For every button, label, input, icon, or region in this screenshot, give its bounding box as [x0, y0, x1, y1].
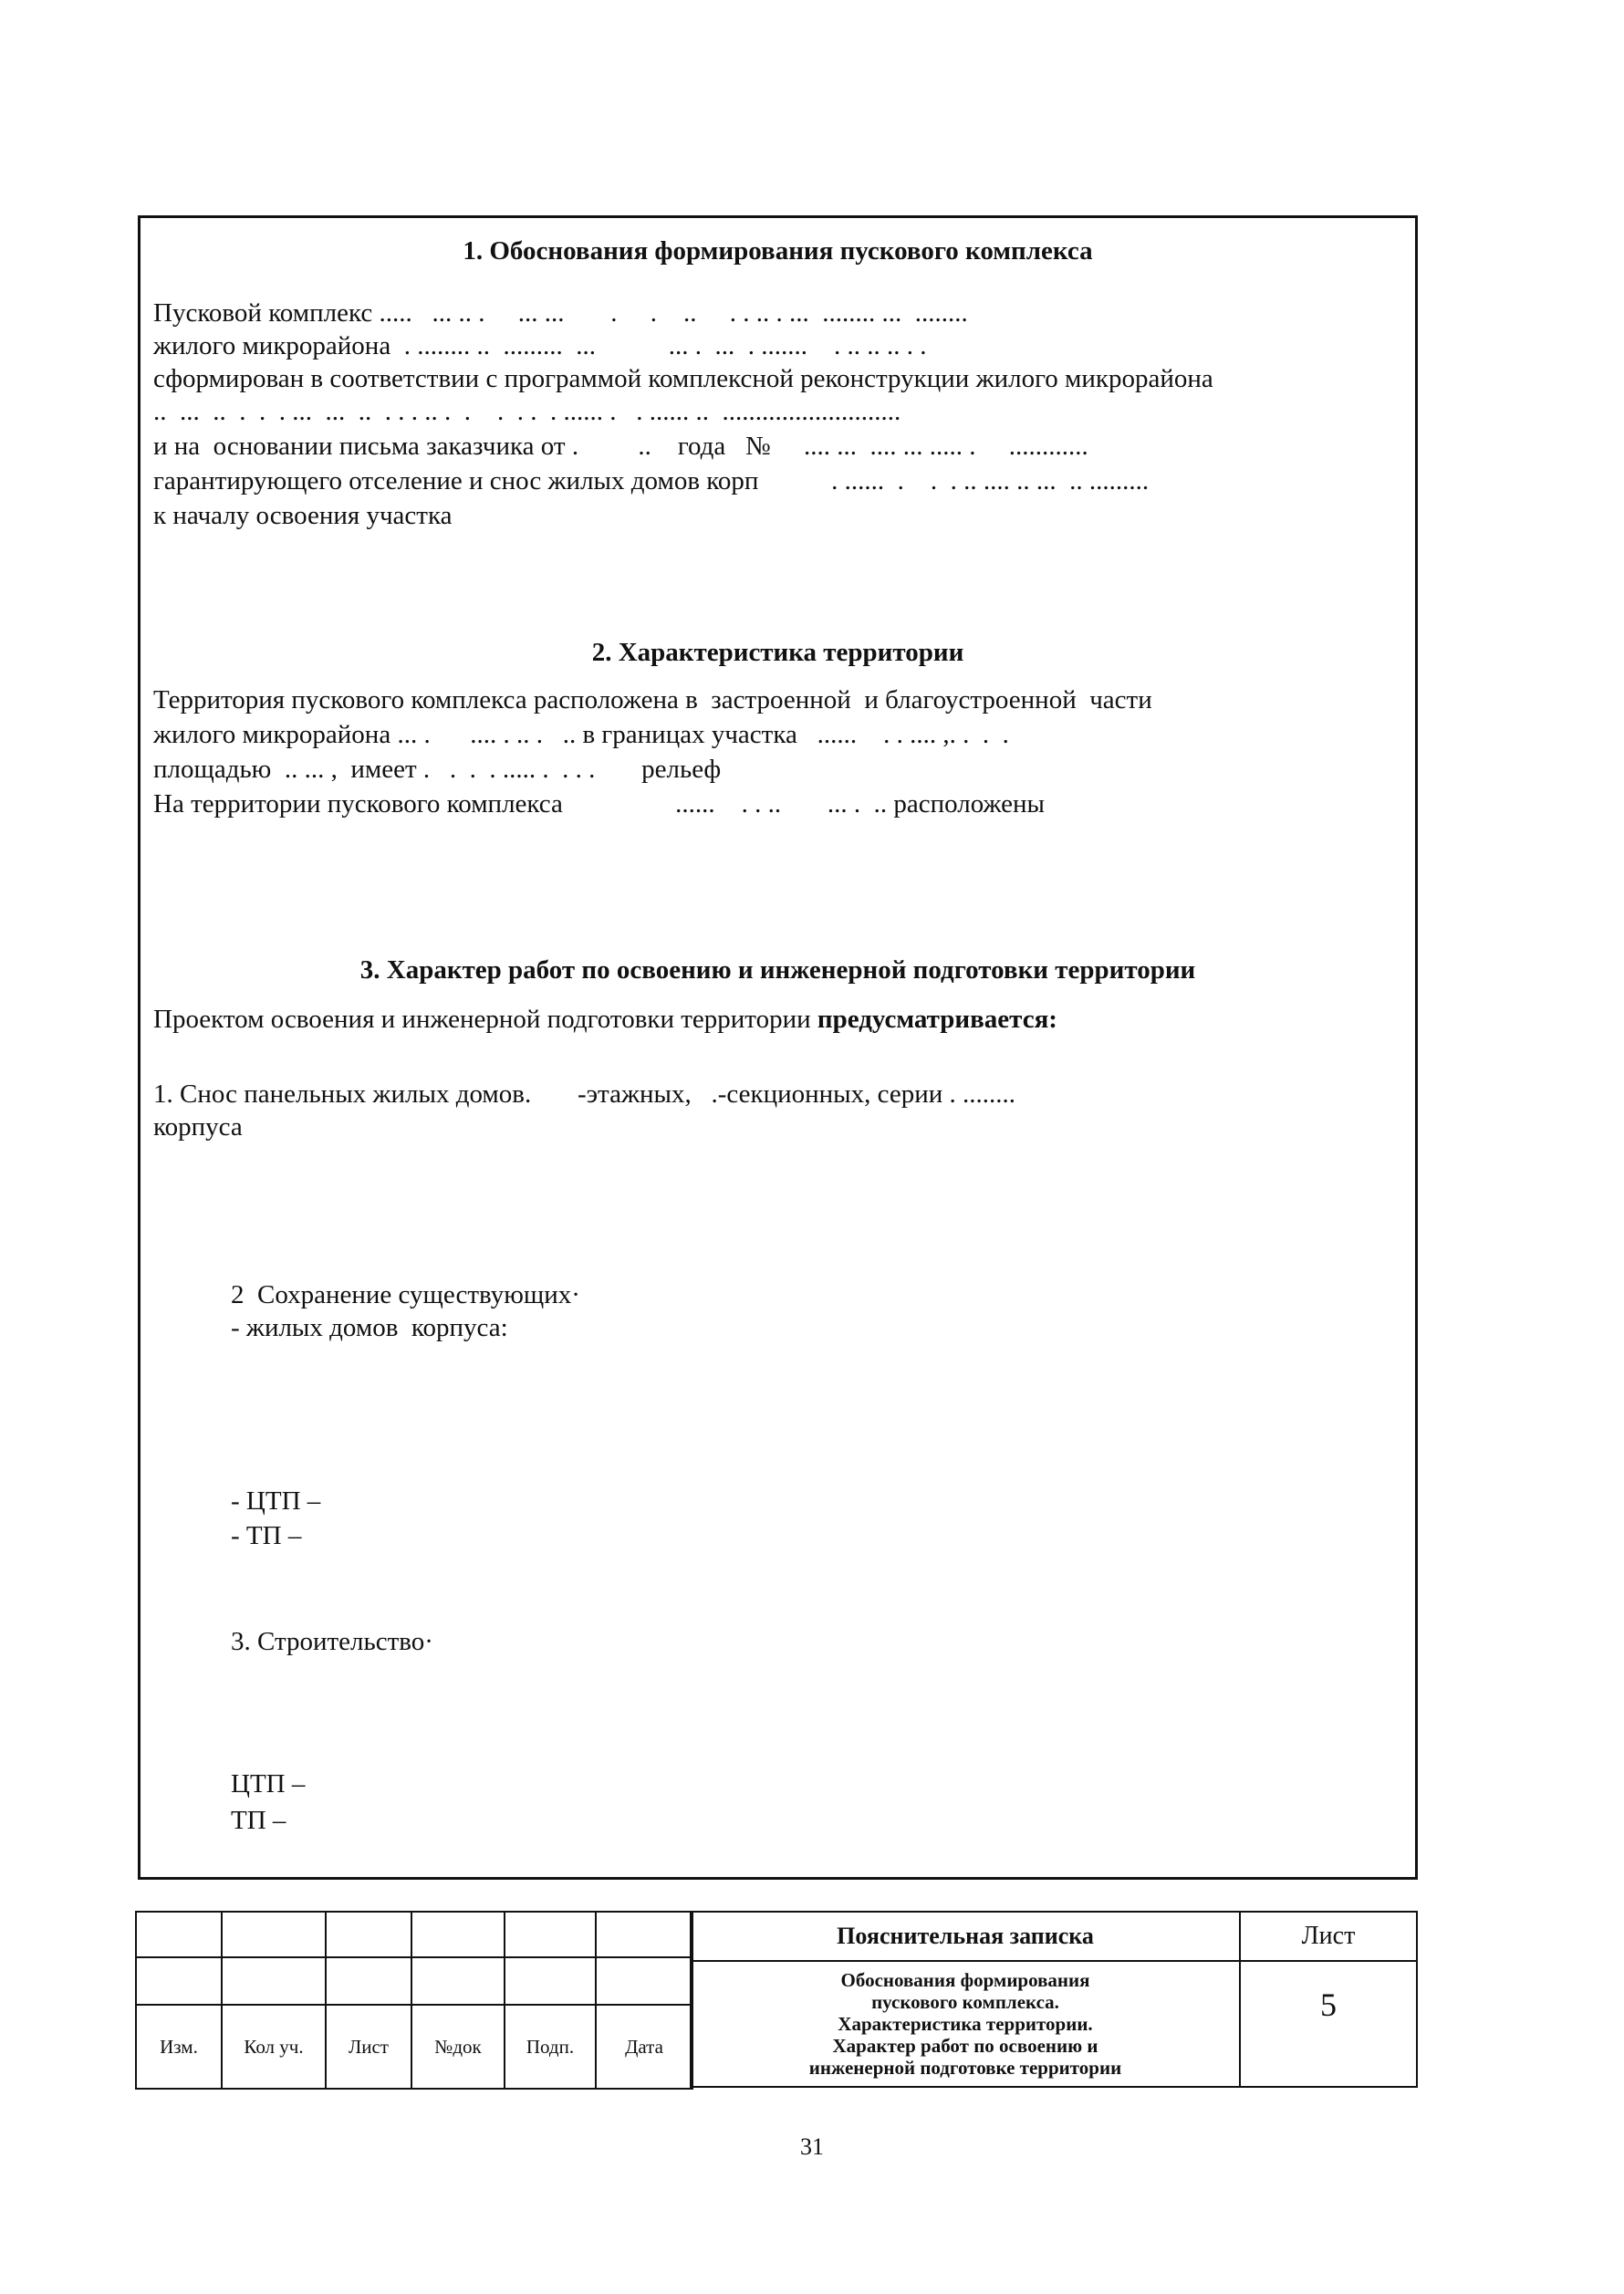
sheet-number: 5	[1239, 1960, 1418, 2088]
section3-intro-bold: предусматривается:	[817, 1005, 1057, 1034]
desc-line-4: Характер работ по освоению и	[832, 2035, 1098, 2057]
item3-tp: ТП –	[231, 1806, 286, 1835]
section1-heading: 1. Обоснования формирования пускового комплекса	[463, 236, 1093, 266]
col-header-data: Дата	[596, 2005, 692, 2089]
section3-intro-text: Проектом освоения и инженерной подготовки территории	[153, 1005, 817, 1034]
rev-cell	[222, 1957, 326, 2005]
rev-cell	[411, 1912, 505, 1957]
rev-cell	[596, 1912, 692, 1957]
rev-cell	[136, 1957, 222, 2005]
section3-intro	[153, 1003, 1057, 1036]
item2-line-2: - жилых домов корпуса:	[231, 1313, 508, 1342]
section1-line-2: жилого микрорайона . ........ .. ......... ... ... . ... . ....... . .. .. .. . .	[153, 331, 927, 360]
item2-ctp: - ЦТП –	[231, 1486, 321, 1516]
desc-line-1: Обоснования формирования	[840, 1969, 1090, 1991]
desc-line-3: Характеристика территории.	[838, 2013, 1093, 2035]
section1-line-7: к началу освоения участка	[153, 501, 453, 530]
col-header-izm: Изм.	[136, 2005, 222, 2089]
section1-line-5: и на основании письма заказчика от . .. года № .... ... .... ... ..... . ............	[153, 432, 1088, 461]
col-header-kol-uch: Кол уч.	[222, 2005, 326, 2089]
col-header-podp: Подп.	[505, 2005, 596, 2089]
page-number: 31	[800, 2133, 824, 2160]
section2-heading: 2. Характеристика территории	[591, 638, 964, 667]
item2-line-1: 2 Сохранение существующих·	[231, 1280, 580, 1309]
desc-line-2: пускового комплекса.	[871, 1991, 1059, 2013]
drawing-frame	[138, 215, 1418, 1880]
section1-line-6: гарантирующего отселение и снос жилых домов корп . ...... . . . .. .... .. ... .. .........	[153, 466, 1150, 495]
sheet-label: Лист	[1239, 1911, 1418, 1962]
document-description	[690, 1960, 1241, 2088]
document-title: Пояснительная записка	[690, 1911, 1241, 1962]
section1-line-3: сформирован в соответствии с программой комплексной реконструкции жилого микрорайона	[153, 364, 1213, 393]
section3-heading: 3. Характер работ по освоению и инженерной подготовки территории	[359, 955, 1196, 985]
col-header-list: Лист	[326, 2005, 411, 2089]
section2-line-2: жилого микрорайона ... . .... . .. . .. в границах участка ...... . . .... ,. . . .	[153, 720, 1009, 749]
item2-tp: - ТП –	[231, 1521, 302, 1550]
rev-cell	[136, 1912, 222, 1957]
rev-cell	[222, 1912, 326, 1957]
rev-cell	[505, 1912, 596, 1957]
section2-line-1: Территория пускового комплекса расположена в застроенной и благоустроенной части	[153, 685, 1152, 714]
col-header-ndok: №док	[411, 2005, 505, 2089]
item3-ctp: ЦТП –	[231, 1769, 306, 1799]
section1-line-4: .. ... .. . . . ... ... .. . . . .. . . . . . . ...... . . ...... .. ...........................	[153, 397, 901, 426]
item1-line-2: корпуса	[153, 1112, 243, 1142]
item3-line-1: 3. Строительство·	[231, 1627, 433, 1656]
rev-cell	[326, 1957, 411, 2005]
revision-table	[135, 1911, 693, 2090]
section2-line-3: площадью .. ... , имеет . . . . ..... . . . . рельеф	[153, 755, 722, 784]
rev-cell	[505, 1957, 596, 2005]
rev-cell	[326, 1912, 411, 1957]
item1-line-1: 1. Снос панельных жилых домов. -этажных, .-секционных, серии . ........	[153, 1079, 1016, 1109]
section2-line-4: На территории пускового комплекса ...... . . .. ... . .. расположены	[153, 789, 1046, 819]
rev-cell	[596, 1957, 692, 2005]
section1-line-1: Пусковой комплекс ..... ... .. . ... ... . . .. . . .. . ... ........ ... ........	[153, 298, 968, 328]
rev-cell	[411, 1957, 505, 2005]
desc-line-5: инженерной подготовке территории	[808, 2057, 1122, 2079]
